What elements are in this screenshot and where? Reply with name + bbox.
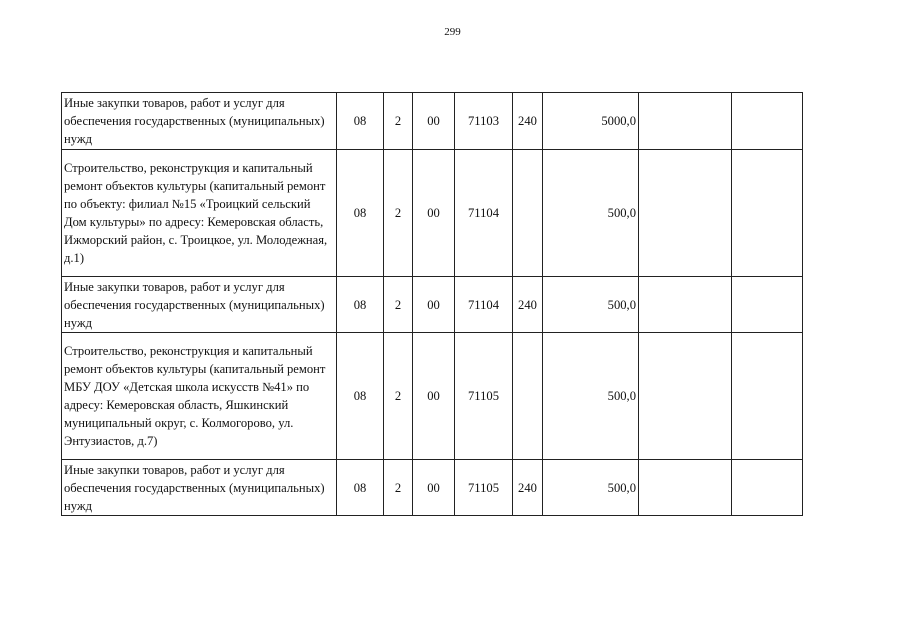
program-code: 00	[413, 460, 455, 516]
subsection-code: 2	[384, 460, 413, 516]
table-row	[62, 277, 803, 333]
table-row	[62, 333, 803, 460]
empty-cell	[639, 277, 732, 333]
table-row	[62, 150, 803, 277]
program-code: 00	[413, 93, 455, 150]
amount: 500,0	[543, 150, 639, 277]
table-row	[62, 93, 803, 150]
expense-type-code: 240	[513, 277, 543, 333]
row-name: Иные закупки товаров, работ и услуг для обеспечения государственных (муниципальных) нужд	[62, 93, 337, 150]
empty-cell	[639, 150, 732, 277]
program-code: 00	[413, 150, 455, 277]
expense-type-code: 240	[513, 93, 543, 150]
subsection-code: 2	[384, 93, 413, 150]
budget-table	[61, 92, 803, 516]
subsection-code: 2	[384, 333, 413, 460]
empty-cell	[732, 333, 803, 460]
row-name: Иные закупки товаров, работ и услуг для обеспечения государственных (муниципальных) нужд	[62, 460, 337, 516]
section-code: 08	[337, 333, 384, 460]
page-number: 299	[444, 26, 461, 38]
empty-cell	[732, 277, 803, 333]
empty-cell	[732, 150, 803, 277]
section-code: 08	[337, 150, 384, 277]
amount: 500,0	[543, 460, 639, 516]
row-name: Строительство, реконструкция и капитальный ремонт объектов культуры (капитальный ремонт МБУ ДОУ «Детская школа искусств №41» по адресу: Кемеровская область, Яшкинский муниципальный округ, с. Колмогорово, ул. Энтузиастов, д.7)	[62, 333, 337, 460]
subsection-code: 2	[384, 150, 413, 277]
section-code: 08	[337, 460, 384, 516]
row-name: Иные закупки товаров, работ и услуг для обеспечения государственных (муниципальных) нужд	[62, 277, 337, 333]
program-code: 00	[413, 277, 455, 333]
target-code: 71105	[455, 460, 513, 516]
target-code: 71104	[455, 277, 513, 333]
expense-type-code	[513, 333, 543, 460]
subsection-code: 2	[384, 277, 413, 333]
target-code: 71104	[455, 150, 513, 277]
empty-cell	[639, 93, 732, 150]
empty-cell	[639, 333, 732, 460]
target-code: 71103	[455, 93, 513, 150]
empty-cell	[732, 460, 803, 516]
amount: 500,0	[543, 333, 639, 460]
empty-cell	[639, 460, 732, 516]
table-row	[62, 460, 803, 516]
section-code: 08	[337, 93, 384, 150]
target-code: 71105	[455, 333, 513, 460]
expense-type-code	[513, 150, 543, 277]
section-code: 08	[337, 277, 384, 333]
row-name: Строительство, реконструкция и капитальный ремонт объектов культуры (капитальный ремонт по объекту: филиал №15 «Троицкий сельский Дом культуры» по адресу: Кемеровская область, Ижморский район, с. Троицкое, ул. Молодежная, д.1)	[62, 150, 337, 277]
program-code: 00	[413, 333, 455, 460]
expense-type-code: 240	[513, 460, 543, 516]
amount: 500,0	[543, 277, 639, 333]
empty-cell	[732, 93, 803, 150]
amount: 5000,0	[543, 93, 639, 150]
